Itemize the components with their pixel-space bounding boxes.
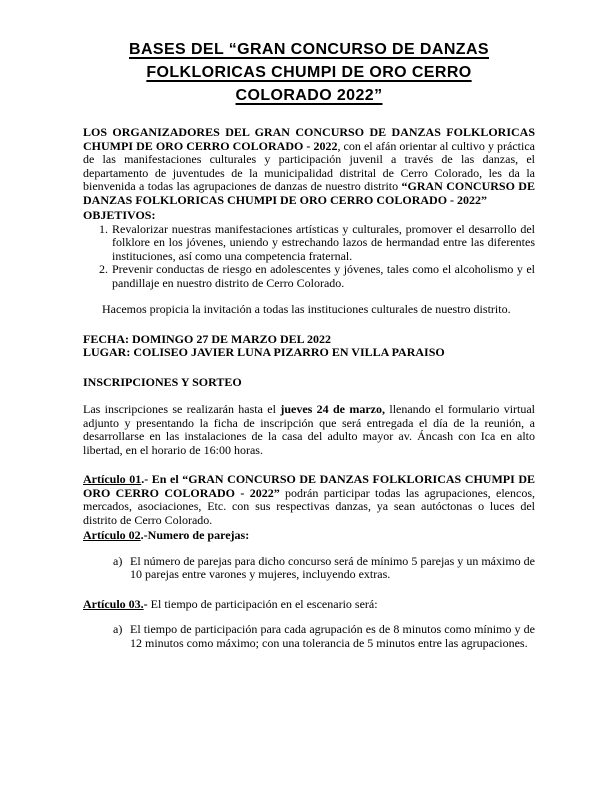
objetivo-item-1-number: 1. (99, 221, 108, 236)
articulo-02-item-a-text: El número de parejas para dicho concurso será de mínimo 5 parejas y un máximo de 10 parejas entre varones y mujeres, incluyendo extras. (130, 553, 535, 581)
intro-bold-tail: “GRAN CONCURSO DE DANZAS FOLKLORICAS CHUMPI DE ORO CERRO COLORADO - 2022” (83, 179, 535, 207)
articulo-01-rest: podrán participar todas las agrupaciones, elencos, mercados, asociaciones, Etc. con sus respectivas danzas, ya sean autóctonas o luces del distrito de Cerro Colorado. (83, 485, 535, 527)
articulo-02-item-a (83, 555, 535, 582)
articulo-02-item-a-marker: a) (113, 553, 123, 568)
title-line-3 (83, 84, 535, 107)
objetivo-item-2-text: Prevenir conductas de riesgo en adolescentes y jóvenes, tales como el alcoholismo y el pandillaje en nuestro distrito de Cerro Colorado. (112, 262, 535, 290)
articulo-01-paragraph (83, 473, 535, 527)
articulo-03-item-a-marker: a) (113, 622, 123, 636)
articulo-03-dash: - (143, 596, 148, 611)
objetivo-item-1-text: Revalorizar nuestras manifestaciones artísticas y culturales, promover el desarrollo del folklore en los jóvenes, uniendo y estrechando lazos de hermandad entre las diferentes instituciones, así como una competencia fraternal. (112, 221, 535, 263)
title-line-1 (83, 38, 535, 61)
lugar-line: LUGAR: COLISEO JAVIER LUNA PIZARRO EN VILLA PARAISO (83, 345, 445, 359)
articulo-03-paragraph (83, 598, 535, 612)
fecha-line: FECHA: DOMINGO 27 DE MARZO DEL 2022 (83, 331, 332, 346)
title-line-1-text: BASES DEL “GRAN CONCURSO DE DANZAS (129, 41, 489, 58)
title-line-2-text: FOLKLORICAS CHUMPI DE ORO CERRO (146, 64, 472, 81)
inscripciones-deadline: jueves 24 de marzo, (280, 402, 386, 416)
articulo-01-bold: .- En el “GRAN CONCURSO DE DANZAS FOLKLORICAS CHUMPI DE ORO CERRO COLORADO - 2022” (83, 472, 536, 500)
document-title (83, 38, 535, 107)
objetivos-heading: OBJETIVOS: (83, 208, 156, 222)
inscripciones-heading: INSCRIPCIONES Y SORTEO (83, 374, 242, 389)
title-line-3-text: COLORADO 2022” (235, 87, 383, 104)
intro-paragraph (83, 126, 535, 207)
articulo-02-title: .-Numero de parejas: (140, 528, 250, 542)
title-line-2 (83, 61, 535, 84)
invitation-text: Hacemos propicia la invitación a todas las instituciones culturales de nuestro distrito. (102, 302, 511, 316)
articulo-02-label: Artículo 02 (83, 528, 141, 542)
articulo-03-label: Artículo 03. (83, 596, 144, 611)
objetivo-item-2-number: 2. (99, 262, 108, 276)
articulo-01-label: Artículo 01 (83, 472, 142, 486)
inscripciones-paragraph (83, 403, 535, 457)
inscripciones-pre: Las inscripciones se realizarán hasta el (83, 402, 281, 416)
articulo-03-item-a (83, 623, 535, 650)
articulo-03-item-a-text: El tiempo de participación para cada agrupación es de 8 minutos como mínimo y de 12 minutos como máximo; con una tolerancia de 5 minutos entre las agrupaciones. (130, 622, 535, 650)
intro-bold-lead: LOS ORGANIZADORES DEL GRAN CONCURSO DE DANZAS FOLKLORICAS CHUMPI DE ORO CERRO COLORADO - 2022 (83, 125, 535, 153)
articulo-02-heading (83, 529, 535, 543)
objetivo-item-2 (83, 263, 535, 290)
articulo-03-rest: El tiempo de participación en el escenario será: (147, 596, 378, 611)
inscripciones-post: llenando el formulario virtual adjunto y presentando la ficha de inscripción que será entregada el día de la reunión, a desarrollarse en las instalaciones de la casa del adulto mayor av. Áncash con Ica en alto libertad, en el horario de 16:00 horas. (83, 402, 536, 457)
objetivo-item-1 (83, 223, 535, 264)
intro-body-text: , con el afán orientar al cultivo y práctica de las manifestaciones culturales y participación juvenil a través de las danzas, el departamento de juventudes de la municipalidad distrital de Cerro Colorado, les da la bienvenida a todas las agrupaciones de danzas de nuestro distrito (83, 138, 535, 193)
